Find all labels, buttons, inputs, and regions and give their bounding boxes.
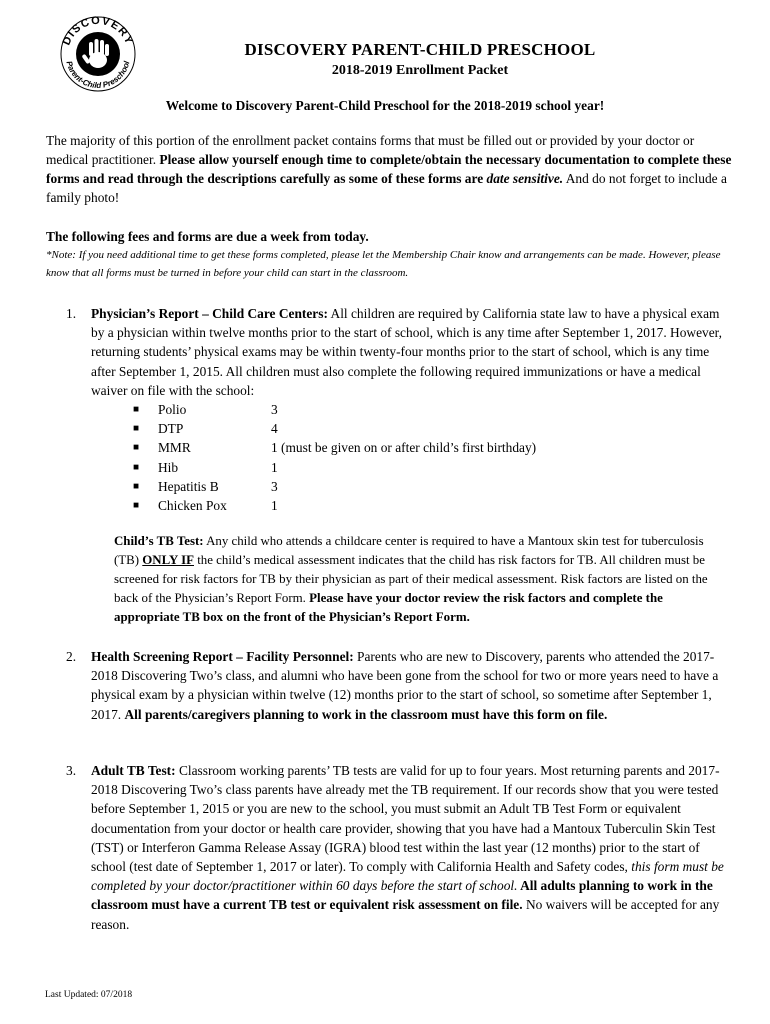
page-subtitle: 2018-2019 Enrollment Packet xyxy=(331,63,509,78)
last-updated: Last Updated: 07/2018 xyxy=(45,990,133,1000)
item-number: 2. xyxy=(66,649,77,664)
list-item: 1. Physician’s Report – Child Care Centers: All children are required by California state law to have a physical exam by a physician within twelve months prior to the start of school, which is any time after September 1, 2017. However, returning students’ physical exams may be within twenty-four months prior to the start of school, which is any time after September 1, 2015. All children must also complete the following required immunizations or have a medical waiver on file with the school: xyxy=(66,306,722,398)
item-title: Physician’s Report – Child Care Centers: xyxy=(91,306,328,321)
logo-top-text: DISCOVERY xyxy=(60,14,136,48)
item-title: Adult TB Test: xyxy=(91,763,176,778)
note-text: *Note: If you need additional time to get these forms completed, please let the Membership Chair know and arrangements can be made. However, please know that all forms must be turned in before your child can start in the classroom. xyxy=(46,249,721,279)
logo-bottom-text: Parent-Child Preschool xyxy=(64,60,132,91)
fees-heading: The following fees and forms are due a week from today. xyxy=(46,229,369,244)
discovery-logo xyxy=(58,14,138,94)
child-tb-paragraph: Child’s TB Test: Any child who attends a childcare center is required to have a Mantoux skin test for tuberculosis (TB) ONLY IF the child’s medical assessment indicates that the child has risk factors for TB. All children must be screened for risk factors for TB by their physician as part of their medical assessment. Risk factors are listed on the back of the Physician’s Report Form. Please have your doctor review the risk factors and complete the appropriate TB box on the front of the Physician’s Report Form. xyxy=(114,534,708,624)
item-title: Health Screening Report – Facility Personnel: xyxy=(91,649,354,664)
list-item: 2. Health Screening Report – Facility Personnel: Parents who are new to Discovery, parents who attended the 2017-2018 Discovering Two’s class, and alumni who have been gone from the school for two or more years need to have a physical exam by a physician within twelve (12) months prior to the start of school, so sometime after September 1, 2017. All parents/caregivers planning to work in the classroom must have this form on file. xyxy=(66,649,719,722)
welcome-message: Welcome to Discovery Parent-Child Preschool for the 2018-2019 school year! xyxy=(165,98,605,113)
list-item: 3. Adult TB Test: Classroom working parents’ TB tests are valid for up to four years. Most returning parents and 2017-2018 Discovering Two’s class parents have already met the TB requirement. If our records show that you were tested before September 1, 2015 or you are new to the school, you must submit an Adult TB Test Form or equivalent documentation from your doctor or health care provider, showing that you have had a Mantoux Tuberculin Skin Test (TST) or Interferon Gamma Release Assay (IGRA) blood test within the last year (12 months) prior to the start of school (test date of September 1, 2017 or later). To comply with California Health and Safety codes, this form must be completed by your doctor/practitioner within 60 days before the start of school. All adults planning to work in the classroom must have a current TB test or equivalent risk assessment on file. No waivers will be accepted for any reason. xyxy=(66,763,724,932)
intro-paragraph: The majority of this portion of the enrollment packet contains forms that must be filled out or provided by your doctor or medical practitioner. Please allow yourself enough time to complete/obtain the necessary documentation to complete these forms and read through the descriptions carefully as some of these forms are date sensitive. And do not forget to include a family photo! xyxy=(46,133,732,205)
handprint-icon xyxy=(58,14,138,94)
page-title: DISCOVERY PARENT-CHILD PRESCHOOL xyxy=(244,40,596,59)
item-number: 1. xyxy=(66,306,77,321)
item-number: 3. xyxy=(66,763,77,778)
